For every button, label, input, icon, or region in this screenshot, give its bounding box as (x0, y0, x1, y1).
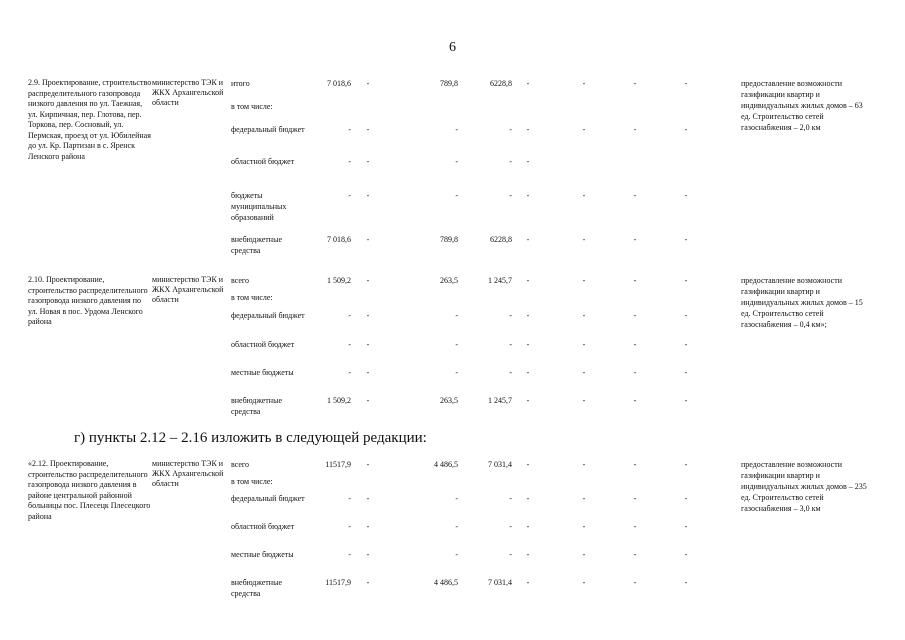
table-cell: - (348, 522, 351, 531)
table-cell: - (582, 578, 586, 587)
expected-result: предоставление возможности газификации квартир и индивидуальных жилых домов – 235 ед. Строительство сетей газоснабжения – 3,0 км (741, 460, 867, 513)
expected-result: предоставление возможности газификации квартир и индивидуальных жилых домов – 63 ед. Строительство сетей газоснабжения – 2,0 км (741, 79, 863, 132)
table-cell: - (366, 191, 370, 200)
table-row (0, 101, 905, 113)
funding-source-label: местные бюджеты (231, 368, 294, 377)
table-cell: - (366, 311, 370, 320)
table-cell: - (455, 522, 458, 531)
table-cell: - (509, 125, 512, 134)
table-cell: - (582, 340, 586, 349)
table-cell: - (509, 522, 512, 531)
table-cell: - (455, 125, 458, 134)
table-cell: - (509, 311, 512, 320)
table-cell: 11517,9 (325, 460, 351, 469)
expected-result: предоставление возможности газификации квартир и индивидуальных жилых домов – 15 ед. Строительство сетей газоснабжения – 0,4 км»; (741, 276, 863, 329)
table-cell: - (684, 191, 688, 200)
table-cell: - (582, 311, 586, 320)
table-cell: - (455, 340, 458, 349)
table-cell: 7 018,6 (327, 79, 351, 88)
table-cell: 7 031,4 (488, 460, 512, 469)
table-cell: - (509, 550, 512, 559)
funding-source-label: внебюджетные средства (231, 396, 282, 416)
table-cell: - (455, 368, 458, 377)
table-cell: - (348, 340, 351, 349)
table-cell: - (684, 522, 688, 531)
table-cell: - (348, 311, 351, 320)
table-cell: 1 245,7 (488, 396, 512, 405)
table-cell: - (684, 311, 688, 320)
table-cell: - (684, 550, 688, 559)
table-cell: - (526, 311, 530, 320)
table-cell: - (366, 368, 370, 377)
table-cell: - (366, 235, 370, 244)
table-cell: - (366, 157, 370, 166)
table-cell: - (526, 340, 530, 349)
table-cell: - (633, 79, 637, 88)
table-row (0, 190, 905, 222)
funding-source-label: федеральный бюджет (231, 125, 305, 134)
table-cell: 789,8 (440, 79, 458, 88)
table-row (0, 459, 905, 471)
table-row (0, 156, 905, 168)
table-cell: - (366, 340, 370, 349)
table-cell: 263,5 (440, 396, 458, 405)
funding-source-label: федеральный бюджет (231, 494, 305, 503)
table-cell: - (633, 578, 637, 587)
table-cell: 11517,9 (325, 578, 351, 587)
table-cell: 263,5 (440, 276, 458, 285)
table-cell: - (366, 79, 370, 88)
table-row (0, 476, 905, 488)
table-cell: - (684, 235, 688, 244)
table-cell: - (633, 550, 637, 559)
table-cell: - (526, 550, 530, 559)
table-row (0, 339, 905, 351)
table-cell: - (526, 125, 530, 134)
table-cell: - (526, 276, 530, 285)
table-cell: - (582, 191, 586, 200)
table-row (0, 521, 905, 533)
table-cell: - (348, 494, 351, 503)
table-row (0, 124, 905, 136)
table-cell: - (509, 191, 512, 200)
table-cell: - (366, 578, 370, 587)
measure-title: «2.12. Проектирование, строительство распределительного газопровода низкого давления в районе центральной районной больницы пос. Плесецк Плесецкого района (28, 459, 151, 521)
table-cell: - (582, 79, 586, 88)
table-cell: - (455, 550, 458, 559)
table-cell: - (509, 157, 512, 166)
table-cell: 7 018,6 (327, 235, 351, 244)
funding-source-label: всего (231, 276, 250, 285)
funding-source-label: внебюджетные средства (231, 235, 282, 255)
table-cell: - (348, 368, 351, 377)
intro-text: г) пункты 2.12 – 2.16 изложить в следующей редакции: (74, 430, 427, 446)
table-cell: - (633, 311, 637, 320)
table-cell: - (684, 460, 688, 469)
table-cell: - (455, 157, 458, 166)
table-cell: - (633, 235, 637, 244)
table-cell: - (684, 494, 688, 503)
funding-source-label: местные бюджеты (231, 550, 294, 559)
table-cell: - (684, 125, 688, 134)
table-cell: - (526, 460, 530, 469)
funding-source-label: в том числе: (231, 102, 273, 111)
executor: министерство ТЭК и ЖКХ Архангельской области (152, 459, 224, 488)
table-row (0, 395, 905, 416)
table-cell: - (582, 396, 586, 405)
page-number: 6 (449, 40, 456, 55)
executor: министерство ТЭК и ЖКХ Архангельской области (152, 78, 224, 107)
table-cell: - (633, 522, 637, 531)
table-cell: 789,8 (440, 235, 458, 244)
table-cell: - (582, 494, 586, 503)
table-cell: - (684, 396, 688, 405)
table-cell: - (348, 125, 351, 134)
table-cell: 4 486,5 (434, 578, 458, 587)
executor: министерство ТЭК и ЖКХ Архангельской области (152, 275, 224, 304)
table-cell: 7 031,4 (488, 578, 512, 587)
table-cell: - (633, 191, 637, 200)
table-cell: - (526, 157, 530, 166)
table-cell: - (633, 494, 637, 503)
table-cell: - (684, 79, 688, 88)
table-row (0, 275, 905, 287)
table-cell: - (526, 578, 530, 587)
measure-title: 2.9. Проектирование, строительство распределительного газопровода низкого давления по ул. Таежная, ул. Кирпичная, пер. Глотова, пер. Торкова, пер. Сосновый, ул. Пермская, проезд от ул. Юбилейная до ул. Кр. Партизан в с. Яренск Ленского района (28, 78, 152, 161)
table-cell: - (526, 494, 530, 503)
table-row (0, 493, 905, 505)
table-cell: - (348, 157, 351, 166)
funding-source-label: в том числе: (231, 293, 273, 302)
table-cell: - (582, 460, 586, 469)
measure-title: 2.10. Проектирование, строительство распределительного газопровода низкого давления по ул. Новая в пос. Урдома Ленского района (28, 275, 148, 326)
funding-source-label: областной бюджет (231, 522, 295, 531)
table-cell: - (455, 191, 458, 200)
table-cell: - (684, 276, 688, 285)
funding-source-label: итого (231, 79, 250, 88)
table-cell: - (366, 396, 370, 405)
table-cell: - (509, 494, 512, 503)
table-cell: - (582, 550, 586, 559)
table-cell: - (366, 550, 370, 559)
funding-source-label: федеральный бюджет (231, 311, 305, 320)
table-cell: - (582, 125, 586, 134)
table-row (0, 234, 905, 255)
table-cell: 6228,8 (490, 79, 512, 88)
table-cell: - (455, 311, 458, 320)
table-cell: - (582, 368, 586, 377)
table-cell: - (509, 368, 512, 377)
table-cell: 1 245,7 (488, 276, 512, 285)
table-cell: - (633, 396, 637, 405)
table-cell: - (633, 460, 637, 469)
table-cell: - (684, 368, 688, 377)
table-row (0, 367, 905, 379)
funding-source-label: бюджеты муниципальных образований (231, 191, 287, 222)
table-cell: - (633, 125, 637, 134)
table-cell: - (348, 550, 351, 559)
table-cell: - (582, 235, 586, 244)
funding-source-label: областной бюджет (231, 340, 295, 349)
table-cell: - (633, 340, 637, 349)
table-cell: - (684, 578, 688, 587)
funding-source-label: всего (231, 460, 250, 469)
table-cell: - (526, 191, 530, 200)
table-cell: - (366, 494, 370, 503)
table-cell: 1 509,2 (327, 396, 351, 405)
table-cell: - (526, 235, 530, 244)
table-cell: - (526, 79, 530, 88)
table-cell: 1 509,2 (327, 276, 351, 285)
table-cell: - (633, 276, 637, 285)
table-cell: 4 486,5 (434, 460, 458, 469)
funding-source-label: внебюджетные средства (231, 578, 282, 598)
table-row (0, 78, 905, 90)
table-cell: - (633, 368, 637, 377)
table-cell: - (526, 396, 530, 405)
table-cell: - (684, 340, 688, 349)
table-cell: - (366, 460, 370, 469)
table-cell: - (366, 125, 370, 134)
table-cell: - (526, 522, 530, 531)
table-cell: - (348, 191, 351, 200)
funding-source-label: областной бюджет (231, 157, 295, 166)
table-row (0, 549, 905, 561)
table-cell: - (509, 340, 512, 349)
table-cell: - (582, 522, 586, 531)
table-row (0, 292, 905, 304)
table-cell: - (582, 276, 586, 285)
table-row (0, 577, 905, 598)
table-cell: - (366, 522, 370, 531)
table-cell: 6228,8 (490, 235, 512, 244)
table-row (0, 310, 905, 322)
table-cell: - (526, 368, 530, 377)
funding-source-label: в том числе: (231, 477, 273, 486)
table-cell: - (366, 276, 370, 285)
table-cell: - (455, 494, 458, 503)
